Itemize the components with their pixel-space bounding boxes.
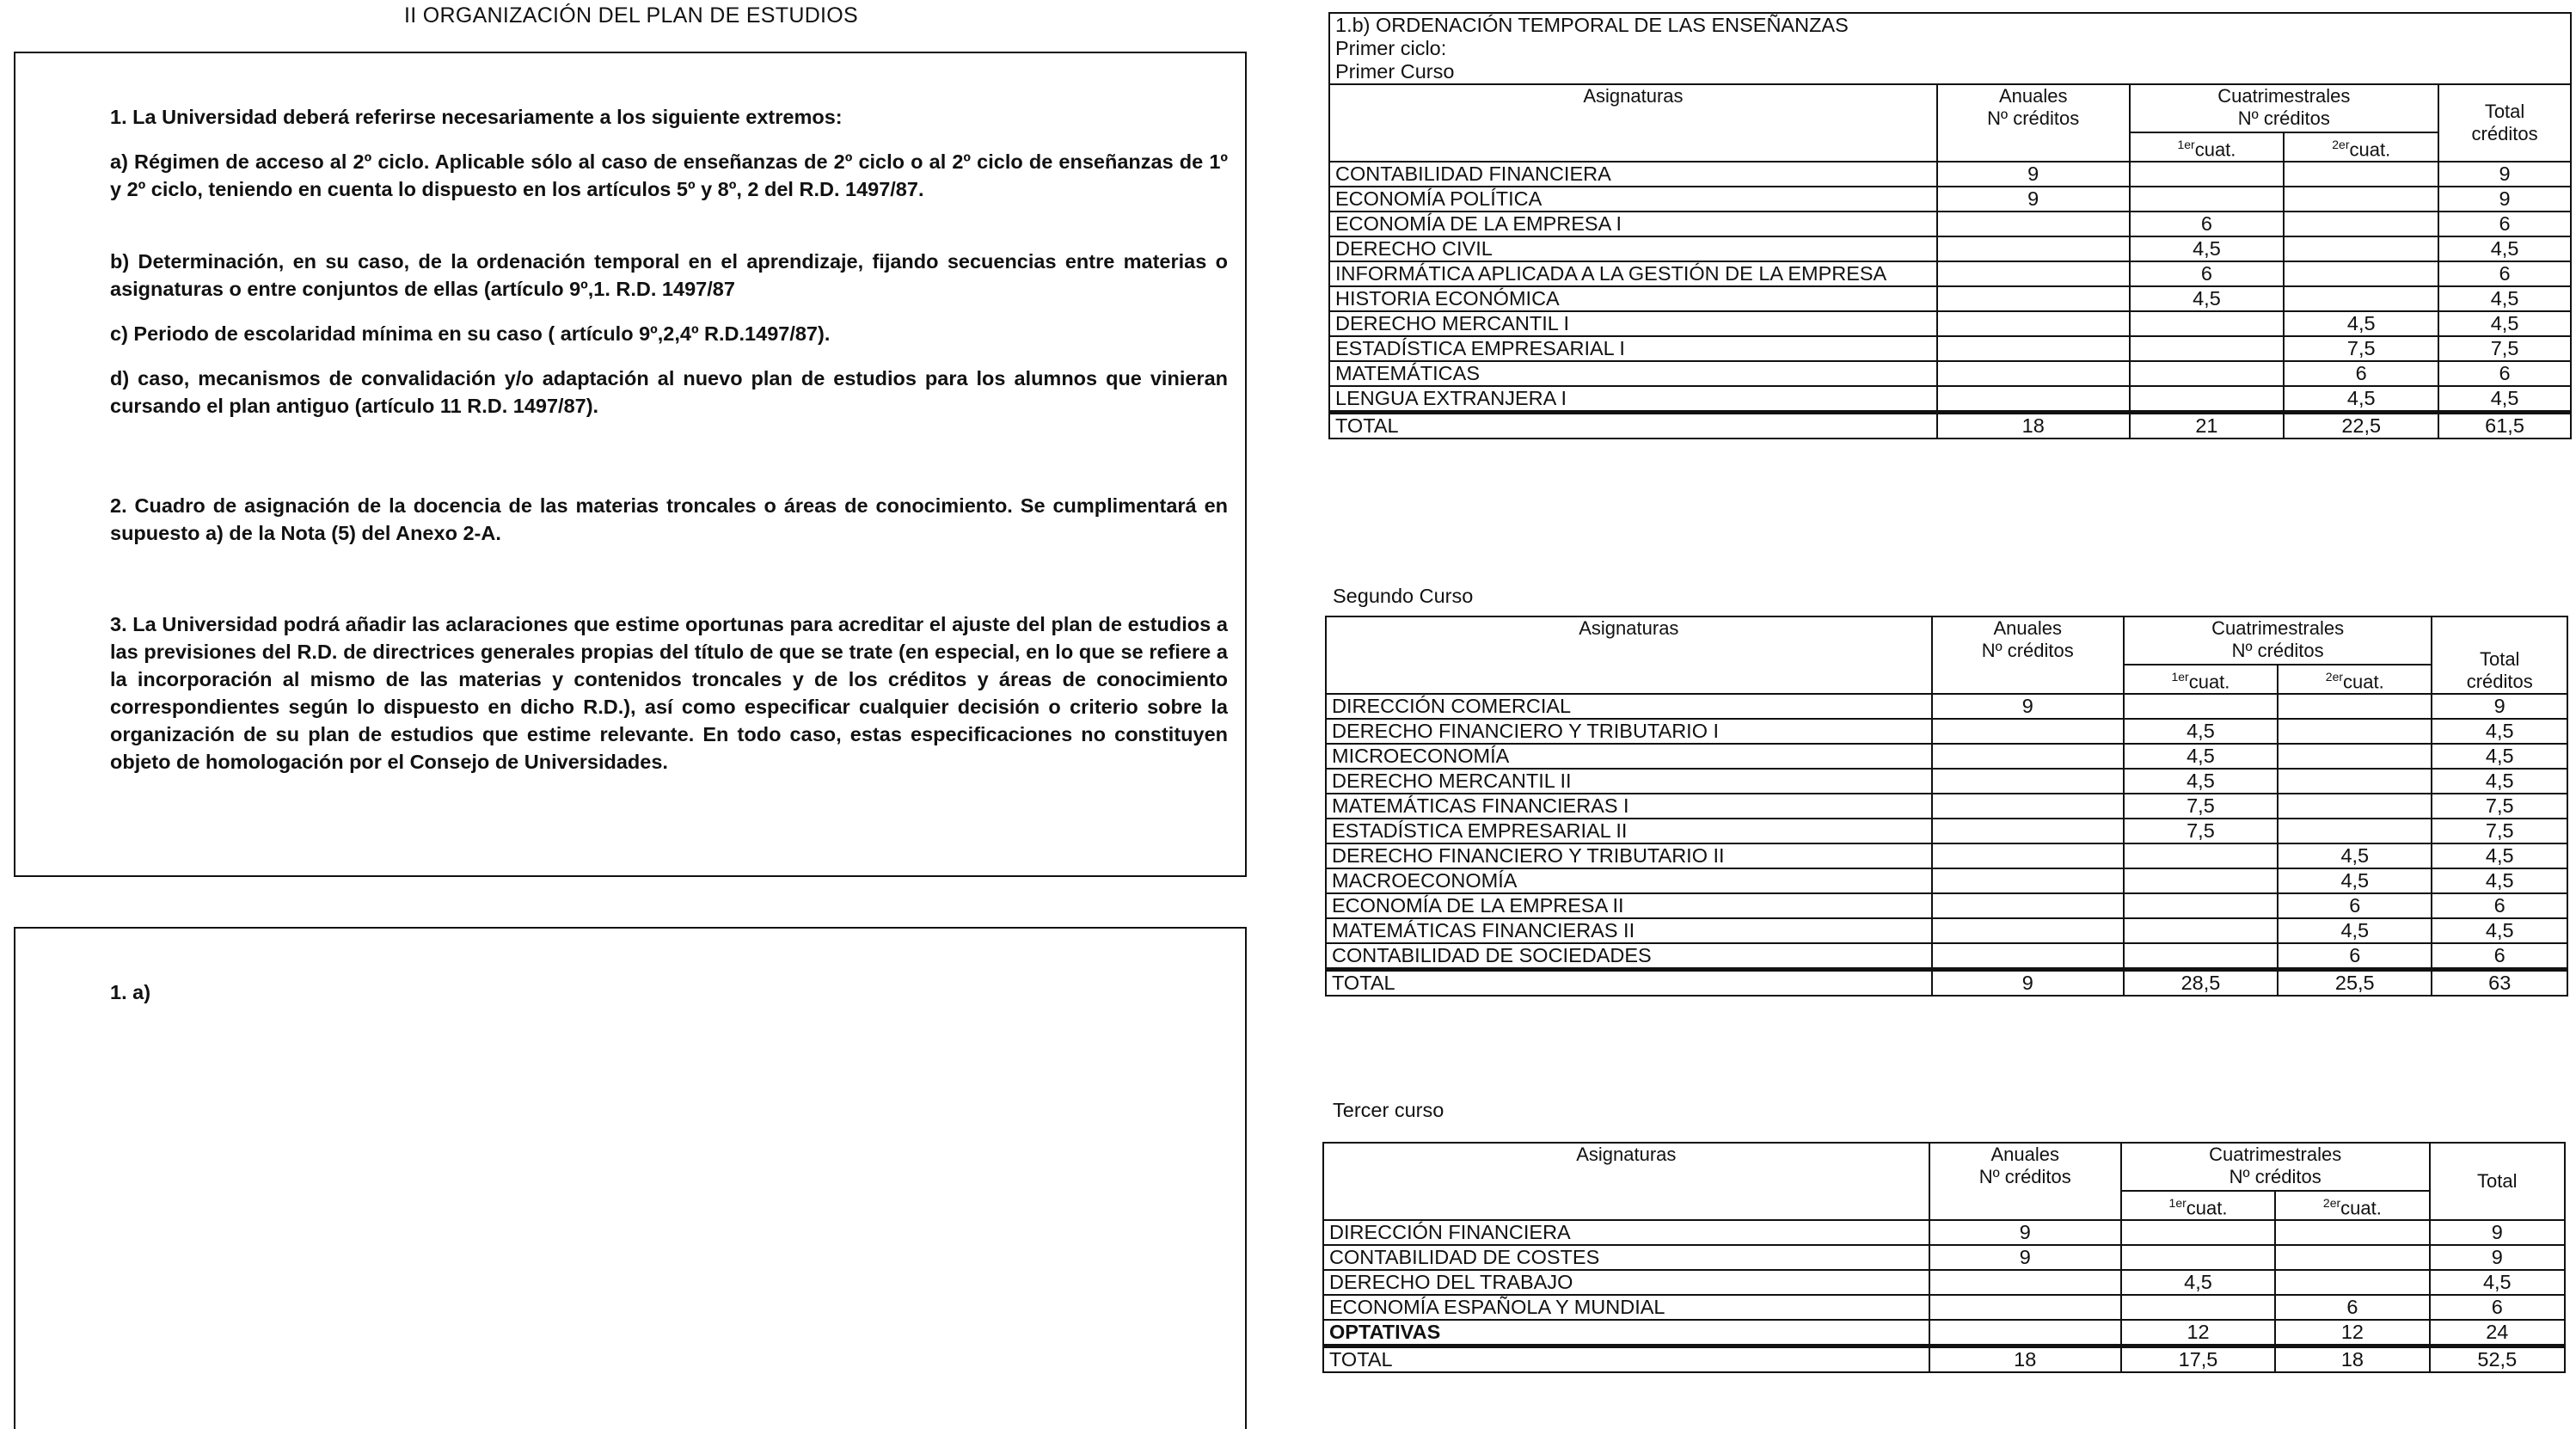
header-anuales — [1929, 1143, 2121, 1220]
cell-anuales — [1932, 719, 2124, 744]
header-cuatrimestrales-label: Cuatrimestrales — [2211, 617, 2345, 639]
cell-subject: LENGUA EXTRANJERA I — [1329, 386, 1937, 413]
table-row — [1326, 694, 2567, 719]
header-2-cuat-label: cuat. — [2349, 138, 2391, 161]
cell-subject: DERECHO MERCANTIL II — [1326, 769, 1932, 794]
cell-total: 4,5 — [2432, 868, 2567, 893]
table-primer-curso — [1328, 12, 2572, 439]
cell-cuat-1 — [2124, 943, 2278, 970]
cell-cuat-2 — [2275, 1220, 2429, 1245]
header-cuatrimestrales — [2124, 616, 2432, 665]
cell-anuales — [1937, 236, 2130, 261]
total-row — [1329, 413, 2571, 439]
header-1-cuat-label: cuat. — [2188, 671, 2230, 693]
header-1-cuat — [2121, 1191, 2275, 1220]
cell-total: 4,5 — [2432, 719, 2567, 744]
header-total-creditos: créditos — [2471, 123, 2538, 145]
cell-cuat-1 — [2130, 361, 2285, 386]
table-row — [1326, 918, 2567, 943]
header-1-sup: 1er — [2177, 138, 2195, 151]
cell-cuat-2 — [2284, 286, 2438, 311]
cell-subject: ECONOMÍA DE LA EMPRESA II — [1326, 893, 1932, 918]
total-cuat-2: 18 — [2275, 1346, 2429, 1373]
table-tercer-curso — [1322, 1142, 2566, 1373]
cell-total: 4,5 — [2438, 236, 2571, 261]
cell-cuat-1: 4,5 — [2124, 719, 2278, 744]
header-1-cuat-label: cuat. — [2194, 138, 2236, 161]
cell-total: 9 — [2430, 1220, 2565, 1245]
cell-cuat-1: 6 — [2130, 212, 2285, 236]
total-anuales: 18 — [1937, 413, 2130, 439]
cell-total: 24 — [2430, 1320, 2565, 1346]
header-asignaturas: Asignaturas — [1326, 616, 1932, 694]
table-row — [1329, 261, 2571, 286]
table-row — [1329, 336, 2571, 361]
cell-cuat-1: 6 — [2130, 261, 2285, 286]
cell-cuat-1 — [2121, 1220, 2275, 1245]
cell-cuat-2: 6 — [2278, 943, 2432, 970]
cell-cuat-1 — [2130, 386, 2285, 413]
cell-anuales — [1932, 893, 2124, 918]
cell-anuales — [1937, 361, 2130, 386]
cell-subject: MATEMÁTICAS FINANCIERAS I — [1326, 794, 1932, 819]
section-1a-label: 1. a) — [110, 981, 151, 1003]
header-1-cuat — [2124, 665, 2278, 694]
cell-cuat-2 — [2284, 162, 2438, 187]
caption-segundo-curso: Segundo Curso — [1333, 585, 1474, 607]
cell-cuat-2 — [2275, 1245, 2429, 1270]
cell-subject: DIRECCIÓN COMERCIAL — [1326, 694, 1932, 719]
cell-subject: MICROECONOMÍA — [1326, 744, 1932, 769]
cell-cuat-2 — [2284, 261, 2438, 286]
table-row — [1326, 769, 2567, 794]
header-cuatrimestrales-creditos: Nº créditos — [2237, 107, 2330, 129]
cell-cuat-1: 4,5 — [2121, 1270, 2275, 1295]
cell-cuat-1: 4,5 — [2130, 236, 2285, 261]
cell-cuat-2 — [2278, 794, 2432, 819]
cell-subject: CONTABILIDAD DE SOCIEDADES — [1326, 943, 1932, 970]
cell-cuat-2 — [2278, 719, 2432, 744]
cell-total: 6 — [2432, 893, 2567, 918]
table-row — [1329, 311, 2571, 336]
cell-cuat-2: 7,5 — [2284, 336, 2438, 361]
cell-anuales: 9 — [1929, 1220, 2121, 1245]
cell-anuales: 9 — [1932, 694, 2124, 719]
ordenacion-heading: 1.b) ORDENACIÓN TEMPORAL DE LAS ENSEÑANZAS — [1335, 14, 1849, 36]
header-cuatrimestrales — [2130, 84, 2439, 132]
cell-cuat-2 — [2278, 744, 2432, 769]
cell-anuales — [1932, 744, 2124, 769]
cell-anuales — [1932, 819, 2124, 843]
table-row — [1326, 843, 2567, 868]
instructions-box — [14, 52, 1247, 877]
cell-anuales — [1932, 918, 2124, 943]
table-row — [1326, 719, 2567, 744]
header-2-cuat — [2278, 665, 2432, 694]
ciclo-label: Primer ciclo: — [1335, 37, 1447, 59]
header-cuatrimestrales — [2121, 1143, 2430, 1191]
table-row — [1323, 1270, 2565, 1295]
total-cuat-2: 22,5 — [2284, 413, 2438, 439]
header-2-sup: 2er — [2332, 138, 2350, 151]
cell-total: 4,5 — [2432, 769, 2567, 794]
cell-anuales — [1937, 311, 2130, 336]
cell-anuales — [1932, 843, 2124, 868]
cell-anuales — [1932, 868, 2124, 893]
cell-total: 6 — [2438, 261, 2571, 286]
cell-cuat-1 — [2130, 311, 2285, 336]
table-row — [1329, 212, 2571, 236]
total-cuat-2: 25,5 — [2278, 970, 2432, 997]
cell-subject: HISTORIA ECONÓMICA — [1329, 286, 1937, 311]
cell-subject: MATEMÁTICAS — [1329, 361, 1937, 386]
cell-total: 6 — [2432, 943, 2567, 970]
cell-subject: DERECHO FINANCIERO Y TRIBUTARIO I — [1326, 719, 1932, 744]
cell-subject: DERECHO DEL TRABAJO — [1323, 1270, 1929, 1295]
cell-total: 6 — [2438, 361, 2571, 386]
table-row — [1326, 744, 2567, 769]
total-anuales: 9 — [1932, 970, 2124, 997]
header-anuales-creditos: Nº créditos — [1987, 107, 2080, 129]
cell-anuales — [1937, 386, 2130, 413]
total-total: 61,5 — [2438, 413, 2571, 439]
cell-anuales — [1932, 769, 2124, 794]
instruction-3: 3. La Universidad podrá añadir las aclaraciones que estime oportunas para acreditar el ajuste del plan de estudios a las previsiones del R.D. de directrices generales propias del título de que se trate (en especial, en lo que se refiere a la incorporación al mismo de las materias y contenidos troncales y de los créditos y áreas de conocimiento correspondientes según lo dispuesto en dicho R.D.), así como especificar cualquier decisión o criterio sobre la organización de su plan de estudios que estime relevante. En todo caso, estas especificaciones no constituyen objeto de homologación por el Consejo de Universidades. — [110, 613, 1228, 773]
cell-subject: INFORMÁTICA APLICADA A LA GESTIÓN DE LA EMPRESA — [1329, 261, 1937, 286]
total-total: 52,5 — [2430, 1346, 2565, 1373]
cell-anuales: 9 — [1937, 187, 2130, 212]
header-anuales — [1932, 616, 2124, 694]
cell-anuales: 9 — [1929, 1245, 2121, 1270]
cell-cuat-1 — [2130, 162, 2285, 187]
cell-cuat-1: 12 — [2121, 1320, 2275, 1346]
cell-cuat-1 — [2121, 1295, 2275, 1320]
table-row — [1329, 286, 2571, 311]
instruction-a: a) Régimen de acceso al 2º ciclo. Aplicable sólo al caso de enseñanzas de 2º ciclo o al 2º ciclo de enseñanzas de 1º y 2º ciclo, teniendo en cuenta lo dispuesto en los artículos 5º y 8º, 2 del R.D. 1497/87. — [110, 150, 1228, 200]
cell-total: 6 — [2438, 212, 2571, 236]
cell-cuat-2: 6 — [2275, 1295, 2429, 1320]
table-row — [1326, 794, 2567, 819]
total-total: 63 — [2432, 970, 2567, 997]
header-2-cuat-label: cuat. — [2340, 1197, 2382, 1219]
caption-tercer-curso: Tercer curso — [1333, 1099, 1444, 1121]
cell-cuat-2 — [2275, 1270, 2429, 1295]
header-2-cuat — [2275, 1191, 2429, 1220]
cell-subject: CONTABILIDAD FINANCIERA — [1329, 162, 1937, 187]
cell-cuat-2: 4,5 — [2278, 868, 2432, 893]
table-row — [1329, 361, 2571, 386]
header-2-cuat — [2284, 132, 2438, 162]
header-asignaturas: Asignaturas — [1329, 84, 1937, 162]
cell-anuales — [1929, 1295, 2121, 1320]
header-anuales — [1937, 84, 2130, 162]
cell-total: 4,5 — [2438, 286, 2571, 311]
cell-total: 7,5 — [2438, 336, 2571, 361]
header-total-creditos: créditos — [2466, 671, 2533, 693]
header-cuatrimestrales-creditos: Nº créditos — [2229, 1166, 2321, 1187]
table-row — [1326, 943, 2567, 970]
cell-cuat-2: 12 — [2275, 1320, 2429, 1346]
table-row — [1323, 1220, 2565, 1245]
table-row — [1326, 868, 2567, 893]
total-subject: TOTAL — [1329, 413, 1937, 439]
table-segundo-curso — [1325, 616, 2568, 997]
cell-cuat-2: 4,5 — [2284, 311, 2438, 336]
header-anuales-creditos: Nº créditos — [1978, 1166, 2071, 1187]
cell-subject: MACROECONOMÍA — [1326, 868, 1932, 893]
cell-cuat-1: 4,5 — [2130, 286, 2285, 311]
cell-cuat-2 — [2278, 819, 2432, 843]
header-cuatrimestrales-creditos: Nº créditos — [2231, 640, 2324, 661]
cell-subject: ECONOMÍA ESPAÑOLA Y MUNDIAL — [1323, 1295, 1929, 1320]
table-row — [1329, 386, 2571, 413]
cell-total: 6 — [2430, 1295, 2565, 1320]
instruction-b: b) Determinación, en su caso, de la ordenación temporal en el aprendizaje, fijando secuencias entre materias o asignaturas o entre conjuntos de ellas (artículo 9º,1. R.D. 1497/87 — [110, 250, 1228, 300]
cell-cuat-2 — [2278, 769, 2432, 794]
cell-subject: OPTATIVAS — [1323, 1320, 1929, 1346]
table-row — [1326, 819, 2567, 843]
cell-total: 4,5 — [2432, 843, 2567, 868]
total-subject: TOTAL — [1323, 1346, 1929, 1373]
header-anuales-label: Anuales — [1993, 617, 2062, 639]
header-total: Total — [2430, 1143, 2565, 1220]
cell-total: 4,5 — [2438, 386, 2571, 413]
cell-total: 7,5 — [2432, 794, 2567, 819]
cell-cuat-1: 7,5 — [2124, 794, 2278, 819]
cell-total: 9 — [2432, 694, 2567, 719]
cell-total: 7,5 — [2432, 819, 2567, 843]
cell-subject: ESTADÍSTICA EMPRESARIAL II — [1326, 819, 1932, 843]
cell-cuat-2 — [2284, 187, 2438, 212]
table-row — [1329, 162, 2571, 187]
cell-total: 4,5 — [2430, 1270, 2565, 1295]
table-row — [1329, 236, 2571, 261]
total-row — [1323, 1346, 2565, 1373]
header-anuales-creditos: Nº créditos — [1981, 640, 2074, 661]
cell-total: 4,5 — [2438, 311, 2571, 336]
cell-cuat-1 — [2124, 694, 2278, 719]
cell-cuat-2: 4,5 — [2278, 918, 2432, 943]
cell-cuat-2: 4,5 — [2278, 843, 2432, 868]
cell-anuales — [1937, 212, 2130, 236]
table-row — [1323, 1245, 2565, 1270]
cell-cuat-2 — [2278, 694, 2432, 719]
table-row — [1329, 187, 2571, 212]
cell-subject: ESTADÍSTICA EMPRESARIAL I — [1329, 336, 1937, 361]
cell-cuat-1 — [2124, 868, 2278, 893]
header-2-cuat-label: cuat. — [2343, 671, 2384, 693]
section-title: II ORGANIZACIÓN DEL PLAN DE ESTUDIOS — [404, 3, 859, 28]
instruction-2: 2. Cuadro de asignación de la docencia de las materias troncales o áreas de conocimiento. Se cumplimentará en supuesto a) de la Nota (5) del Anexo 2-A. — [110, 494, 1228, 544]
cell-anuales — [1929, 1270, 2121, 1295]
header-total-label: Total — [2479, 648, 2520, 671]
cell-cuat-1 — [2124, 843, 2278, 868]
section-1a-box — [14, 927, 1247, 1429]
header-anuales-label: Anuales — [1990, 1144, 2059, 1165]
header-anuales-label: Anuales — [1998, 85, 2068, 107]
header-1-sup: 1er — [2168, 1196, 2187, 1210]
total-anuales: 18 — [1929, 1346, 2121, 1373]
cell-subject: MATEMÁTICAS FINANCIERAS II — [1326, 918, 1932, 943]
cell-cuat-1: 4,5 — [2124, 744, 2278, 769]
header-cuatrimestrales-label: Cuatrimestrales — [2209, 1144, 2342, 1165]
cell-anuales — [1929, 1320, 2121, 1346]
cell-subject: DERECHO FINANCIERO Y TRIBUTARIO II — [1326, 843, 1932, 868]
cell-anuales: 9 — [1937, 162, 2130, 187]
header-total — [2432, 616, 2567, 694]
cell-total: 9 — [2438, 162, 2571, 187]
cell-subject: ECONOMÍA POLÍTICA — [1329, 187, 1937, 212]
cell-cuat-2: 4,5 — [2284, 386, 2438, 413]
cell-cuat-1 — [2130, 187, 2285, 212]
table-row — [1326, 893, 2567, 918]
cell-subject: ECONOMÍA DE LA EMPRESA I — [1329, 212, 1937, 236]
cell-subject: DERECHO CIVIL — [1329, 236, 1937, 261]
cell-anuales — [1932, 943, 2124, 970]
cell-cuat-2: 6 — [2278, 893, 2432, 918]
table-title-row — [1329, 13, 2571, 84]
cell-cuat-1 — [2124, 918, 2278, 943]
cell-subject: DERECHO MERCANTIL I — [1329, 311, 1937, 336]
cell-total: 4,5 — [2432, 744, 2567, 769]
cell-cuat-2 — [2284, 212, 2438, 236]
cell-subject: CONTABILIDAD DE COSTES — [1323, 1245, 1929, 1270]
instruction-c: c) Periodo de escolaridad mínima en su caso ( artículo 9º,2,4º R.D.1497/87). — [110, 322, 831, 345]
total-subject: TOTAL — [1326, 970, 1932, 997]
cell-cuat-2 — [2284, 236, 2438, 261]
header-asignaturas: Asignaturas — [1323, 1143, 1929, 1220]
cell-total: 9 — [2438, 187, 2571, 212]
cell-cuat-2: 6 — [2284, 361, 2438, 386]
cell-total: 4,5 — [2432, 918, 2567, 943]
cell-cuat-1 — [2124, 893, 2278, 918]
header-1-cuat-label: cuat. — [2186, 1197, 2228, 1219]
cell-anuales — [1932, 794, 2124, 819]
cell-cuat-1: 7,5 — [2124, 819, 2278, 843]
instruction-1: 1. La Universidad deberá referirse necesariamente a los siguiente extremos: — [110, 106, 843, 128]
header-total — [2438, 84, 2571, 162]
cell-anuales — [1937, 286, 2130, 311]
instruction-d: d) caso, mecanismos de convalidación y/o adaptación al nuevo plan de estudios para los alumnos que vinieran cursando el plan antiguo (artículo 11 R.D. 1497/87). — [110, 367, 1228, 417]
cell-cuat-1 — [2130, 336, 2285, 361]
table-row — [1323, 1295, 2565, 1320]
total-row — [1326, 970, 2567, 997]
header-1-cuat — [2130, 132, 2285, 162]
header-total-label: Total — [2484, 101, 2525, 123]
cell-subject: DIRECCIÓN FINANCIERA — [1323, 1220, 1929, 1245]
cell-anuales — [1937, 336, 2130, 361]
table-row — [1323, 1320, 2565, 1346]
cell-anuales — [1937, 261, 2130, 286]
header-cuatrimestrales-label: Cuatrimestrales — [2217, 85, 2351, 107]
total-cuat-1: 28,5 — [2124, 970, 2278, 997]
cell-total: 9 — [2430, 1245, 2565, 1270]
total-cuat-1: 17,5 — [2121, 1346, 2275, 1373]
header-1-sup: 1er — [2171, 670, 2189, 684]
cell-cuat-1: 4,5 — [2124, 769, 2278, 794]
header-2-sup: 2er — [2325, 670, 2344, 684]
cell-cuat-1 — [2121, 1245, 2275, 1270]
header-2-sup: 2er — [2322, 1196, 2341, 1210]
curso-label: Primer Curso — [1335, 60, 1455, 83]
total-cuat-1: 21 — [2130, 413, 2285, 439]
